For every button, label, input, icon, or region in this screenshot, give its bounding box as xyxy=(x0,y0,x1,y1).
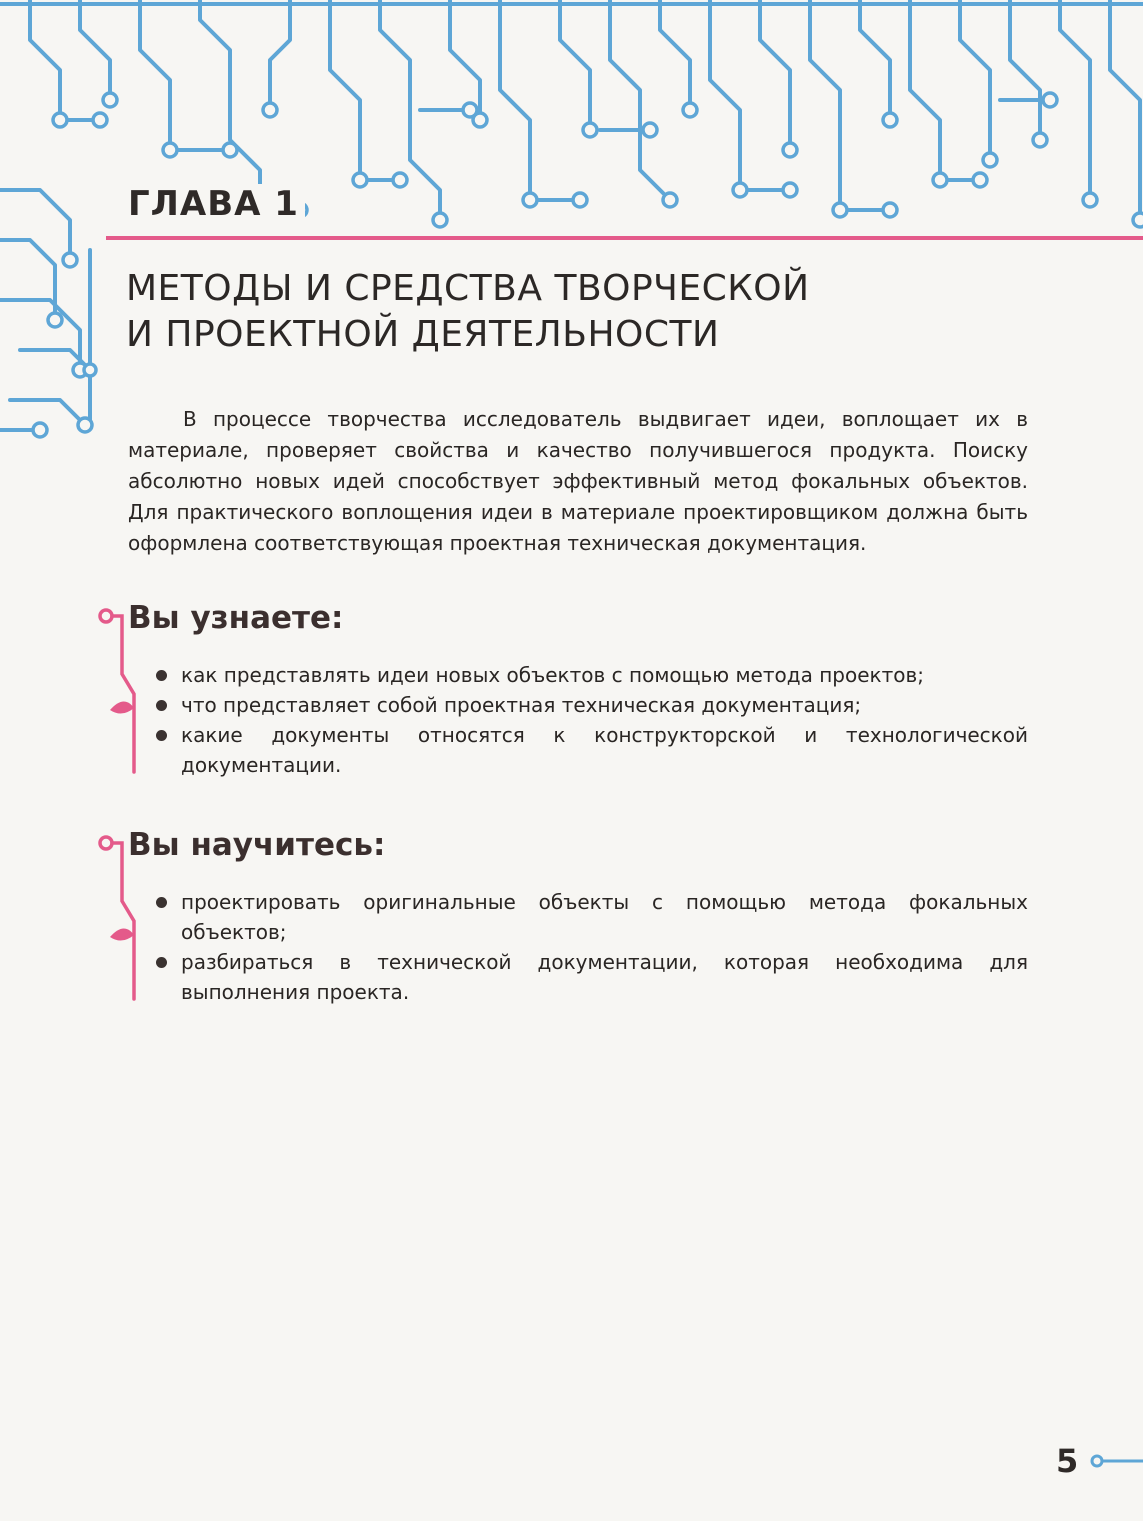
list-item: что представляет собой проектная техническая документация; xyxy=(156,690,1028,720)
list-item: проектировать оригинальные объекты с помощью метода фокальных объектов; xyxy=(156,887,1028,947)
page-number: 5 xyxy=(1056,1442,1079,1480)
skills-heading: Вы научитесь: xyxy=(128,827,386,863)
list-item: какие документы относятся к конструкторской и технологической документации. xyxy=(156,720,1028,780)
list-item: как представлять идеи новых объектов с помощью метода проектов; xyxy=(156,660,1028,690)
list-item: разбираться в технической документации, которая необходима для выполнения проекта. xyxy=(156,947,1028,1007)
skills-list xyxy=(156,887,1028,1007)
bullet-icon xyxy=(156,670,167,681)
bullet-icon xyxy=(156,730,167,741)
intro-paragraph: В процессе творчества исследователь выдвигает идеи, воплощает их в материале, проверяет свойства и качество получившегося продукта. Поиску абсолютно новых идей способствует эффективный метод фокальных объектов. Для практического воплощения идеи в материале проектировщиком должна быть оформлена соответствующая проектная техническая документация. xyxy=(128,407,1028,555)
chapter-title xyxy=(126,266,1026,358)
bullet-icon xyxy=(156,700,167,711)
chapter-title-line-1: МЕТОДЫ И СРЕДСТВА ТВОРЧЕСКОЙ xyxy=(126,268,810,309)
chapter-divider xyxy=(106,236,1143,240)
circuit-board-decoration xyxy=(0,0,1143,460)
learn-heading: Вы узнаете: xyxy=(128,600,344,636)
learn-list xyxy=(156,660,1028,780)
page-marker-icon xyxy=(1085,1454,1143,1468)
chapter-title-line-2: И ПРОЕКТНОЙ ДЕЯТЕЛЬНОСТИ xyxy=(126,314,720,355)
chapter-label: ГЛАВА 1 xyxy=(126,184,305,224)
bullet-icon xyxy=(156,957,167,968)
bullet-icon xyxy=(156,897,167,908)
